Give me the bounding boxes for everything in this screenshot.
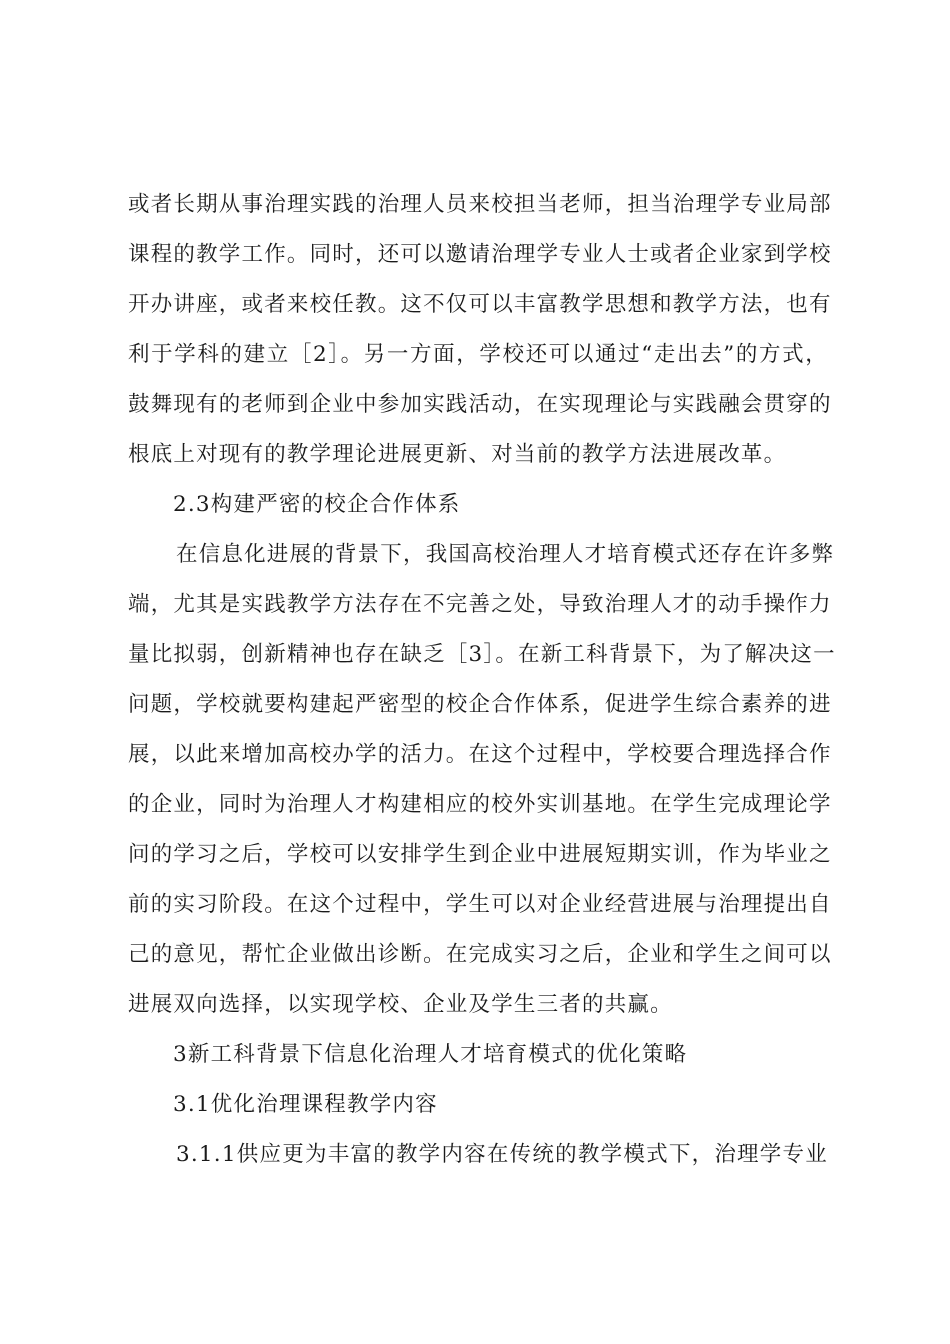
paragraph-line: 课程的教学工作。同时，还可以邀请治理学专业人士或者企业家到学校 — [128, 242, 832, 267]
paragraph-line: 利于学科的建立［2］。另一方面，学校还可以通过“走出去”的方式， — [128, 342, 828, 367]
paragraph-line: 问的学习之后，学校可以安排学生到企业中进展短期实训，作为毕业之 — [128, 842, 832, 867]
paragraph-line: 开办讲座，或者来校任教。这不仅可以丰富教学思想和教学方法，也有 — [128, 292, 832, 317]
paragraph-line: 问题，学校就要构建起严密型的校企合作体系，促进学生综合素养的进 — [128, 692, 832, 717]
paragraph-first-line: 在信息化进展的背景下，我国高校治理人才培育模式还存在许多弊 — [176, 542, 835, 567]
paragraph-line: 量比拟弱，创新精神也存在缺乏［3］。在新工科背景下，为了解决这一 — [128, 642, 836, 667]
paragraph-line: 前的实习阶段。在这个过程中，学生可以对企业经营进展与治理提出自 — [128, 892, 832, 917]
paragraph-line: 或者长期从事治理实践的治理人员来校担当老师，担当治理学专业局部 — [128, 192, 832, 217]
paragraph-line: 己的意见，帮忙企业做出诊断。在完成实习之后，企业和学生之间可以 — [128, 942, 832, 967]
paragraph-line: 进展双向选择，以实现学校、企业及学生三者的共赢。 — [128, 992, 673, 1017]
paragraph-line: 端，尤其是实践教学方法存在不完善之处，导致治理人才的动手操作力 — [128, 592, 832, 617]
paragraph-line: 根底上对现有的教学理论进展更新、对当前的教学方法进展改革。 — [128, 442, 787, 467]
subsection-heading: 3.1优化治理课程教学内容 — [173, 1092, 438, 1117]
subsubsection-line: 3.1.1供应更为丰富的教学内容在传统的教学模式下，治理学专业 — [176, 1142, 828, 1167]
paragraph-line: 展，以此来增加高校办学的活力。在这个过程中，学校要合理选择合作 — [128, 742, 832, 767]
paragraph-line: 鼓舞现有的老师到企业中参加实践活动，在实现理论与实践融会贯穿的 — [128, 392, 832, 417]
section-heading: 3新工科背景下信息化治理人才培育模式的优化策略 — [173, 1042, 688, 1067]
paragraph-line: 的企业，同时为治理人才构建相应的校外实训基地。在学生完成理论学 — [128, 792, 832, 817]
section-heading: 2.3构建严密的校企合作体系 — [173, 492, 461, 517]
